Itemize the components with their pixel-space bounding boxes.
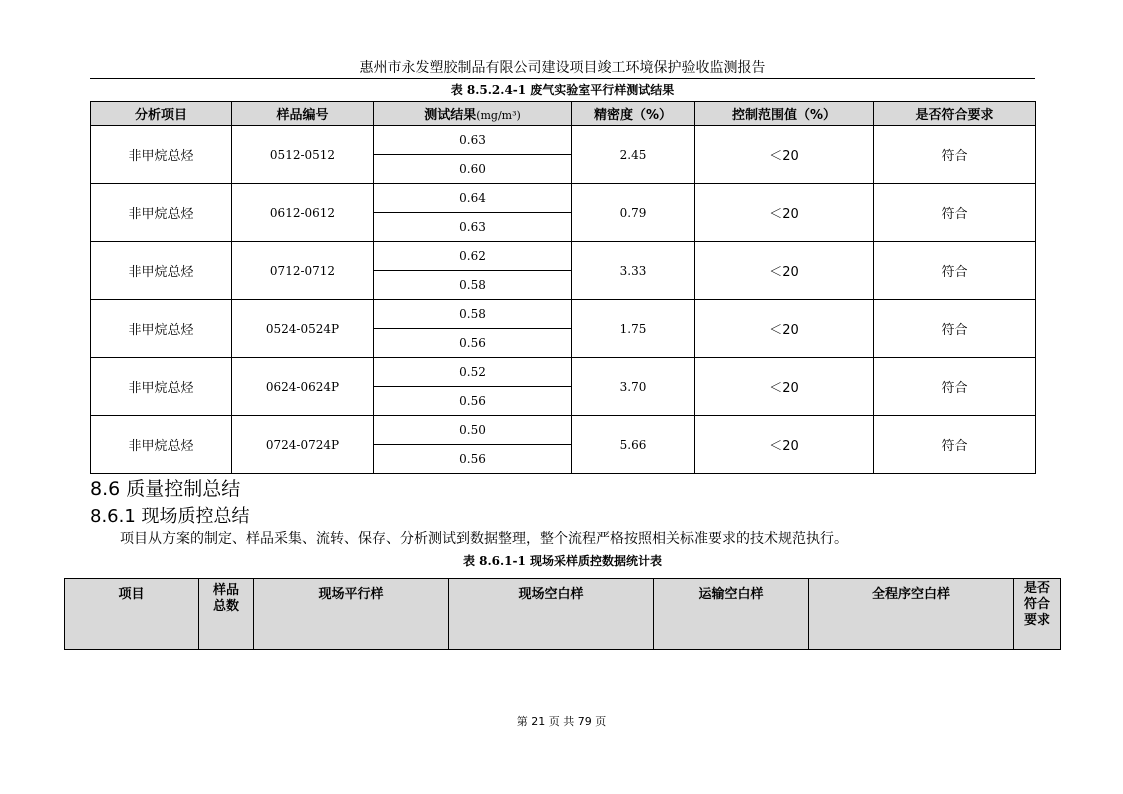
section-heading-8-6: 8.6 质量控制总结	[90, 478, 241, 500]
cell-control-limit: ＜20	[695, 126, 874, 184]
table1-header-row	[91, 102, 1036, 126]
cell-result-1: 0.52	[374, 358, 572, 387]
cell-sample-id: 0624-0624P	[232, 358, 374, 416]
cell-result-1: 0.62	[374, 242, 572, 271]
table2-header-row	[65, 579, 1061, 650]
cell-precision: 5.66	[572, 416, 695, 474]
cell-analysis-item: 非甲烷总烃	[91, 184, 232, 242]
cell-control-limit: ＜20	[695, 184, 874, 242]
cell-compliance: 符合	[874, 416, 1036, 474]
table1-caption: 表 8.5.2.4-1 废气实验室平行样测试结果	[450, 83, 675, 97]
cell-sample-id: 0512-0512	[232, 126, 374, 184]
cell-control-limit: ＜20	[695, 416, 874, 474]
cell-sample-id: 0724-0724P	[232, 416, 374, 474]
header-field-parallel: 现场平行样	[254, 579, 449, 650]
cell-result-1: 0.58	[374, 300, 572, 329]
report-header-title: 惠州市永发塑胶制品有限公司建设项目竣工环境保护验收监测报告	[359, 60, 766, 76]
header-compliance-line1: 是否	[1023, 581, 1050, 596]
header-full-procedure-blank: 全程序空白样	[809, 579, 1014, 650]
section-paragraph: 项目从方案的制定、样品采集、流转、保存、分析测试到数据整理，整个流程严格按照相关标准要求的技术规范执行。	[120, 531, 848, 547]
cell-compliance: 符合	[874, 358, 1036, 416]
cell-analysis-item: 非甲烷总烃	[91, 358, 232, 416]
header-precision: 精密度（%）	[572, 102, 695, 126]
page-footer: 第 21 页 共 79 页	[516, 715, 607, 728]
cell-compliance: 符合	[874, 300, 1036, 358]
cell-sample-id: 0712-0712	[232, 242, 374, 300]
table-row	[91, 416, 1036, 445]
header-compliance: 是否符合要求	[874, 102, 1036, 126]
cell-control-limit: ＜20	[695, 300, 874, 358]
table2-caption: 表 8.6.1-1 现场采样质控数据统计表	[462, 554, 663, 568]
cell-result-2: 0.56	[374, 445, 572, 474]
header-analysis-item: 分析项目	[91, 102, 232, 126]
cell-control-limit: ＜20	[695, 358, 874, 416]
cell-compliance: 符合	[874, 242, 1036, 300]
table-row	[91, 358, 1036, 387]
cell-sample-id: 0612-0612	[232, 184, 374, 242]
header-field-blank: 现场空白样	[449, 579, 654, 650]
parallel-sample-results-table	[90, 101, 1036, 474]
cell-result-2: 0.63	[374, 213, 572, 242]
cell-sample-id: 0524-0524P	[232, 300, 374, 358]
section-heading-8-6-1: 8.6.1 现场质控总结	[90, 506, 250, 527]
table-row	[91, 300, 1036, 329]
cell-result-2: 0.56	[374, 387, 572, 416]
cell-result-1: 0.50	[374, 416, 572, 445]
header-sample-total	[199, 579, 254, 650]
header-test-result	[374, 102, 572, 126]
table-row	[91, 184, 1036, 213]
header-sample-total-line1: 样品	[212, 583, 239, 598]
table-row	[91, 126, 1036, 155]
header-compliance-line3: 要求	[1023, 613, 1050, 628]
cell-analysis-item: 非甲烷总烃	[91, 300, 232, 358]
cell-precision: 3.33	[572, 242, 695, 300]
header-test-result-label: 测试结果	[424, 108, 477, 123]
cell-compliance: 符合	[874, 184, 1036, 242]
header-compliance-line2: 符合	[1023, 597, 1050, 612]
cell-analysis-item: 非甲烷总烃	[91, 126, 232, 184]
header-control-limit: 控制范围值（%）	[695, 102, 874, 126]
header-sample-total-line2: 总数	[212, 599, 239, 614]
cell-result-2: 0.60	[374, 155, 572, 184]
header-transport-blank: 运输空白样	[654, 579, 809, 650]
header-sample-id: 样品编号	[232, 102, 374, 126]
table-row	[91, 242, 1036, 271]
header-compliance-2	[1014, 579, 1061, 650]
cell-result-2: 0.58	[374, 271, 572, 300]
cell-analysis-item: 非甲烷总烃	[91, 242, 232, 300]
cell-compliance: 符合	[874, 126, 1036, 184]
cell-precision: 0.79	[572, 184, 695, 242]
cell-result-1: 0.64	[374, 184, 572, 213]
cell-control-limit: ＜20	[695, 242, 874, 300]
header-project: 项目	[65, 579, 199, 650]
cell-precision: 3.70	[572, 358, 695, 416]
cell-analysis-item: 非甲烷总烃	[91, 416, 232, 474]
field-qc-statistics-table	[64, 578, 1061, 650]
header-rule	[90, 78, 1035, 79]
cell-result-2: 0.56	[374, 329, 572, 358]
cell-precision: 2.45	[572, 126, 695, 184]
header-test-result-unit: (mg/m³)	[476, 109, 521, 122]
cell-precision: 1.75	[572, 300, 695, 358]
cell-result-1: 0.63	[374, 126, 572, 155]
